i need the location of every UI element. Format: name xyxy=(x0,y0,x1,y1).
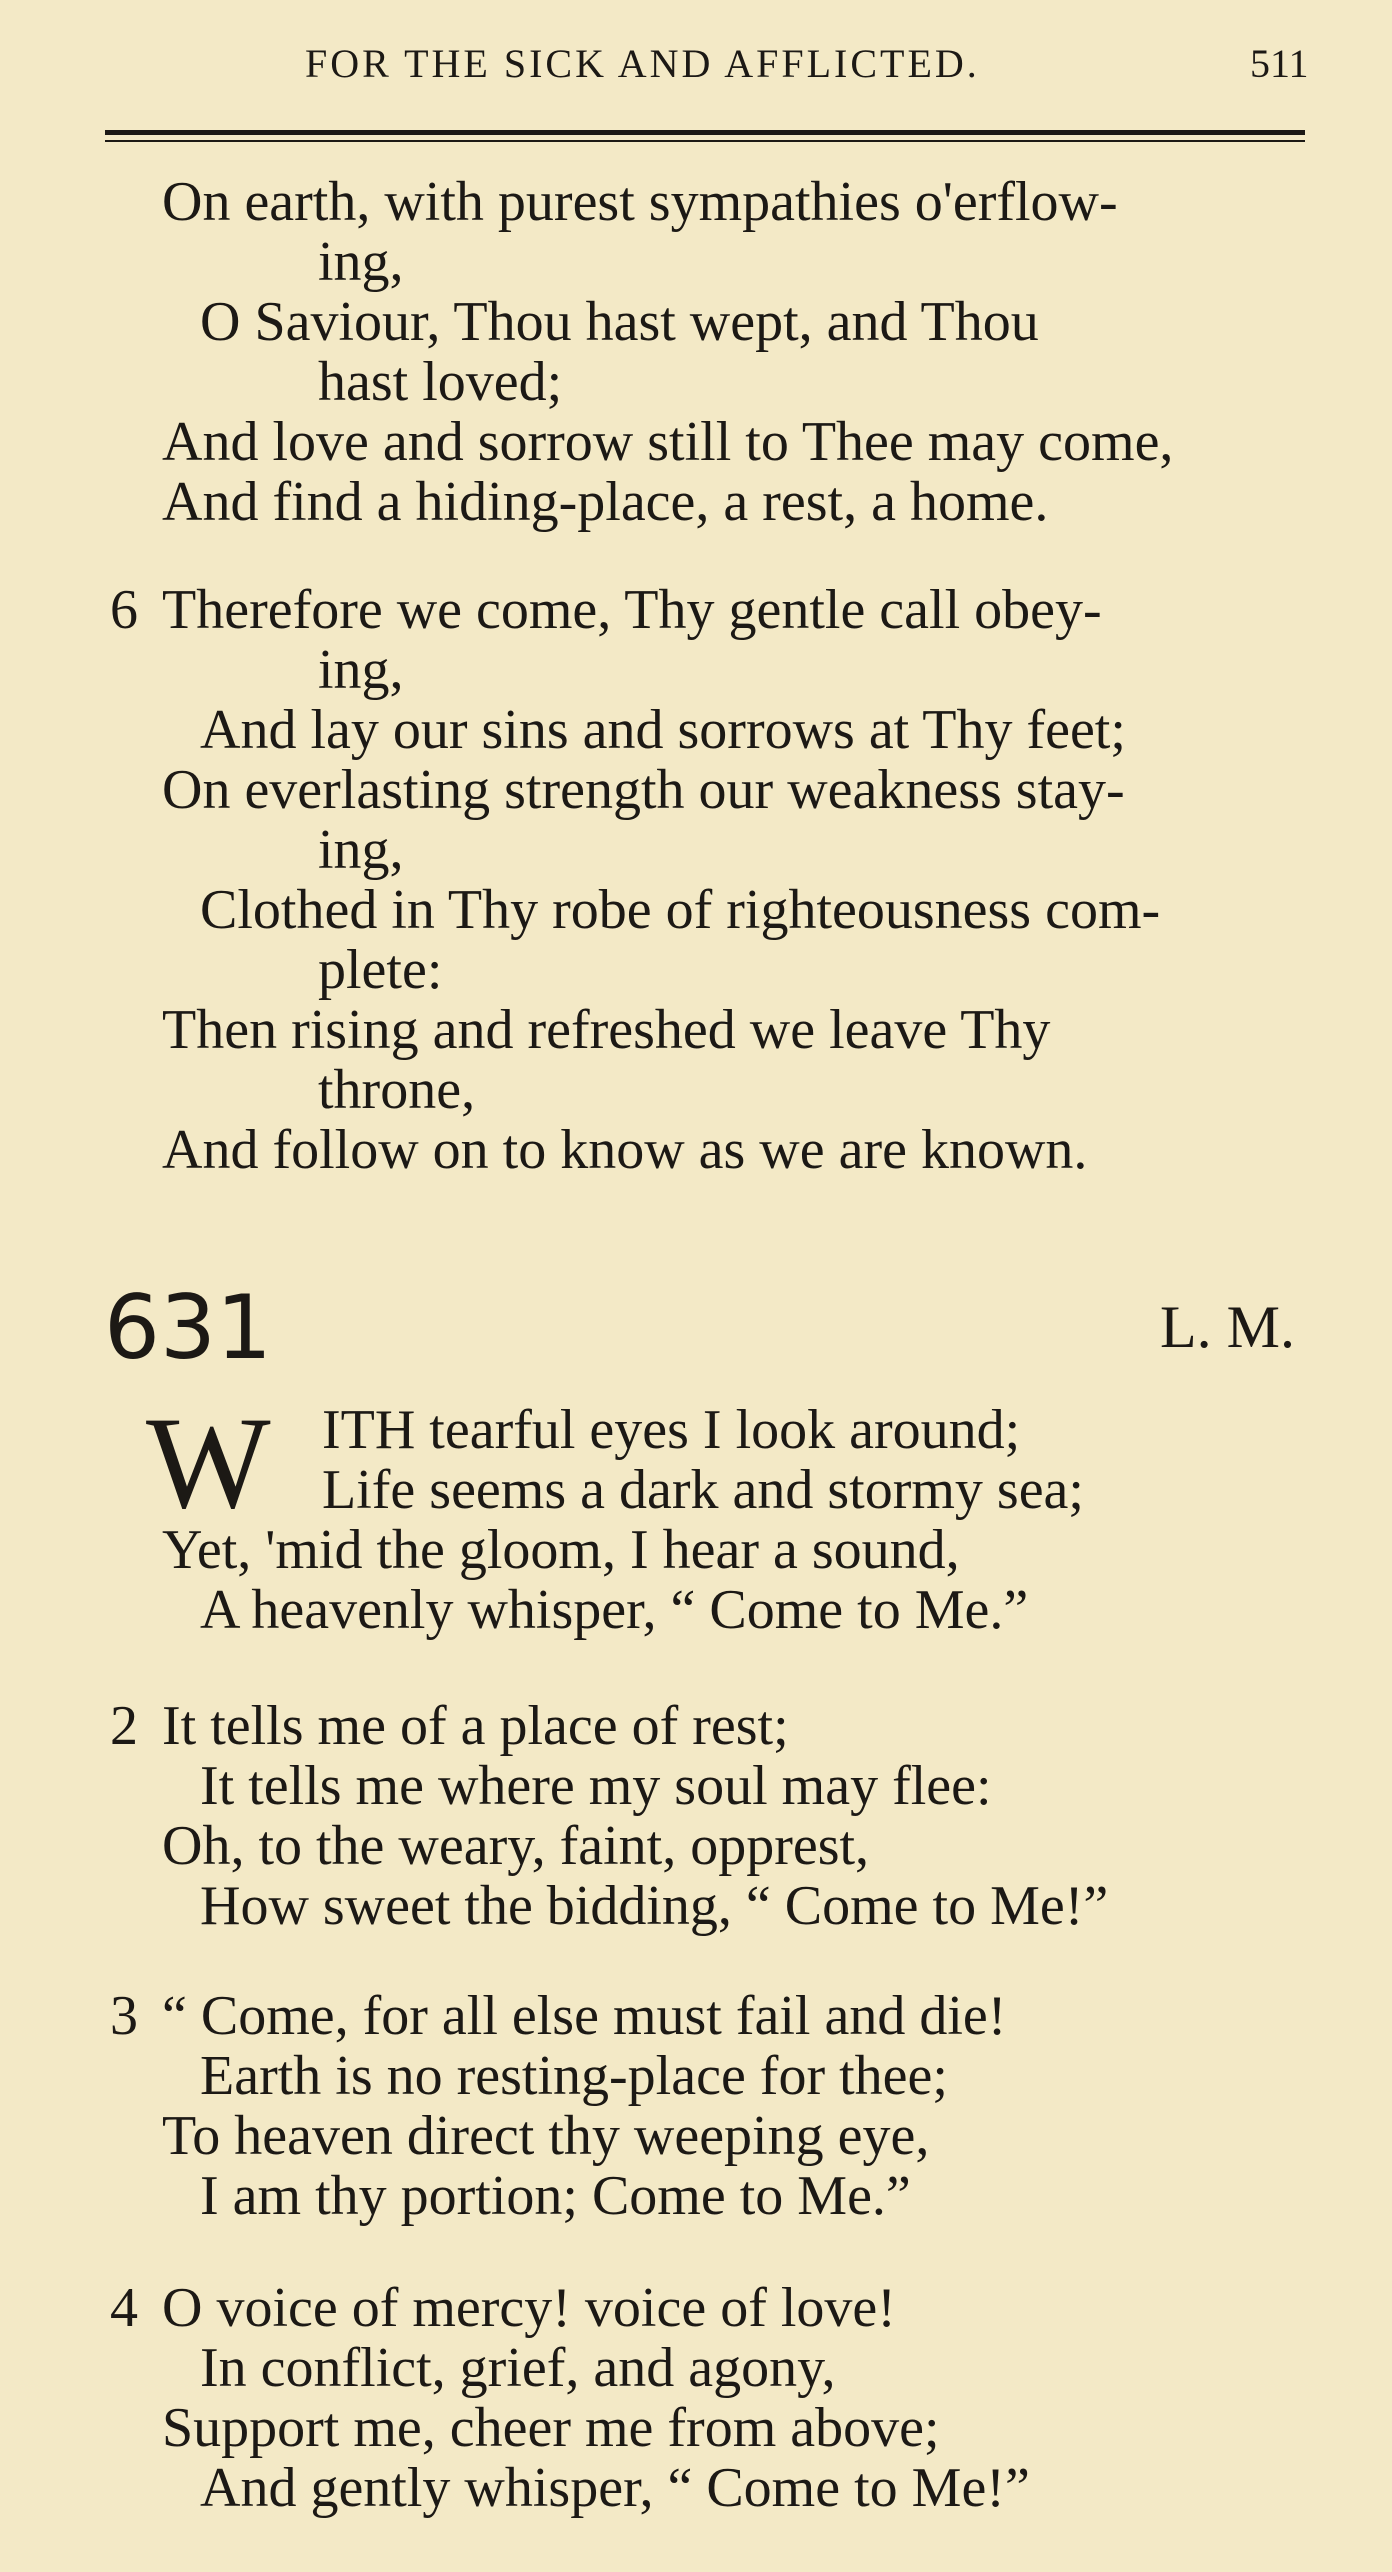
verse-line: It tells me of a place of rest; xyxy=(162,1695,789,1757)
page-number: 511 xyxy=(1250,41,1309,86)
verse-line: Support me, cheer me from above; xyxy=(162,2397,940,2459)
verse-line: Earth is no resting-place for thee; xyxy=(200,2045,948,2107)
verse-line: A heavenly whisper, “ Come to Me.” xyxy=(200,1579,1029,1641)
verse-line: Life seems a dark and stormy sea; xyxy=(322,1459,1084,1521)
verse-line: ing, xyxy=(318,819,404,881)
stanza-number: 6 xyxy=(110,579,138,641)
hymn-meter: L. M. xyxy=(1160,1294,1295,1360)
verse-line: I am thy portion; Come to Me.” xyxy=(200,2165,911,2227)
running-title: FOR THE SICK AND AFFLICTED. xyxy=(305,41,980,86)
verse-line: On earth, with purest sympathies o'erflow- xyxy=(162,171,1118,233)
verse-line: throne, xyxy=(318,1059,476,1121)
verse-line: Then rising and refreshed we leave Thy xyxy=(162,999,1051,1061)
stanza-number: 3 xyxy=(110,1985,138,2047)
verse-line: It tells me where my soul may flee: xyxy=(200,1755,992,1817)
verse-line: To heaven direct thy weeping eye, xyxy=(162,2105,930,2167)
verse-line: Oh, to the weary, faint, opprest, xyxy=(162,1815,870,1877)
verse-line: And lay our sins and sorrows at Thy feet; xyxy=(200,699,1126,761)
verse-line: Yet, 'mid the gloom, I hear a sound, xyxy=(162,1519,960,1581)
drop-cap: W xyxy=(146,1389,271,1536)
verse-line: How sweet the bidding, “ Come to Me!” xyxy=(200,1875,1109,1937)
verse-line: And gently whisper, “ Come to Me!” xyxy=(200,2457,1030,2519)
hymn-number: 631 xyxy=(104,1276,272,1379)
verse-line: Clothed in Thy robe of righteousness com- xyxy=(200,879,1161,941)
verse-line: And follow on to know as we are known. xyxy=(162,1119,1088,1181)
verse-line: And find a hiding-place, a rest, a home. xyxy=(162,471,1049,533)
verse-line: Therefore we come, Thy gentle call obey- xyxy=(162,579,1102,641)
stanza-number: 2 xyxy=(110,1695,138,1757)
verse-line: O voice of mercy! voice of love! xyxy=(162,2277,896,2339)
running-head xyxy=(0,40,1392,96)
verse-line: “ Come, for all else must fail and die! xyxy=(162,1985,1007,2047)
verse-line: O Saviour, Thou hast wept, and Thou xyxy=(200,291,1039,353)
verse-line: ing, xyxy=(318,231,404,293)
verse-line: plete: xyxy=(318,939,443,1001)
verse-line: In conflict, grief, and agony, xyxy=(200,2337,836,2399)
verse-line: And love and sorrow still to Thee may come, xyxy=(162,411,1174,473)
stanza-number: 4 xyxy=(110,2277,138,2339)
header-rule-thin xyxy=(105,140,1305,142)
verse-line: hast loved; xyxy=(318,351,563,413)
header-rule-thick xyxy=(105,130,1305,135)
verse-line: ITH tearful eyes I look around; xyxy=(322,1399,1021,1461)
verse-line: On everlasting strength our weakness stay- xyxy=(162,759,1125,821)
verse-line: ing, xyxy=(318,639,404,701)
